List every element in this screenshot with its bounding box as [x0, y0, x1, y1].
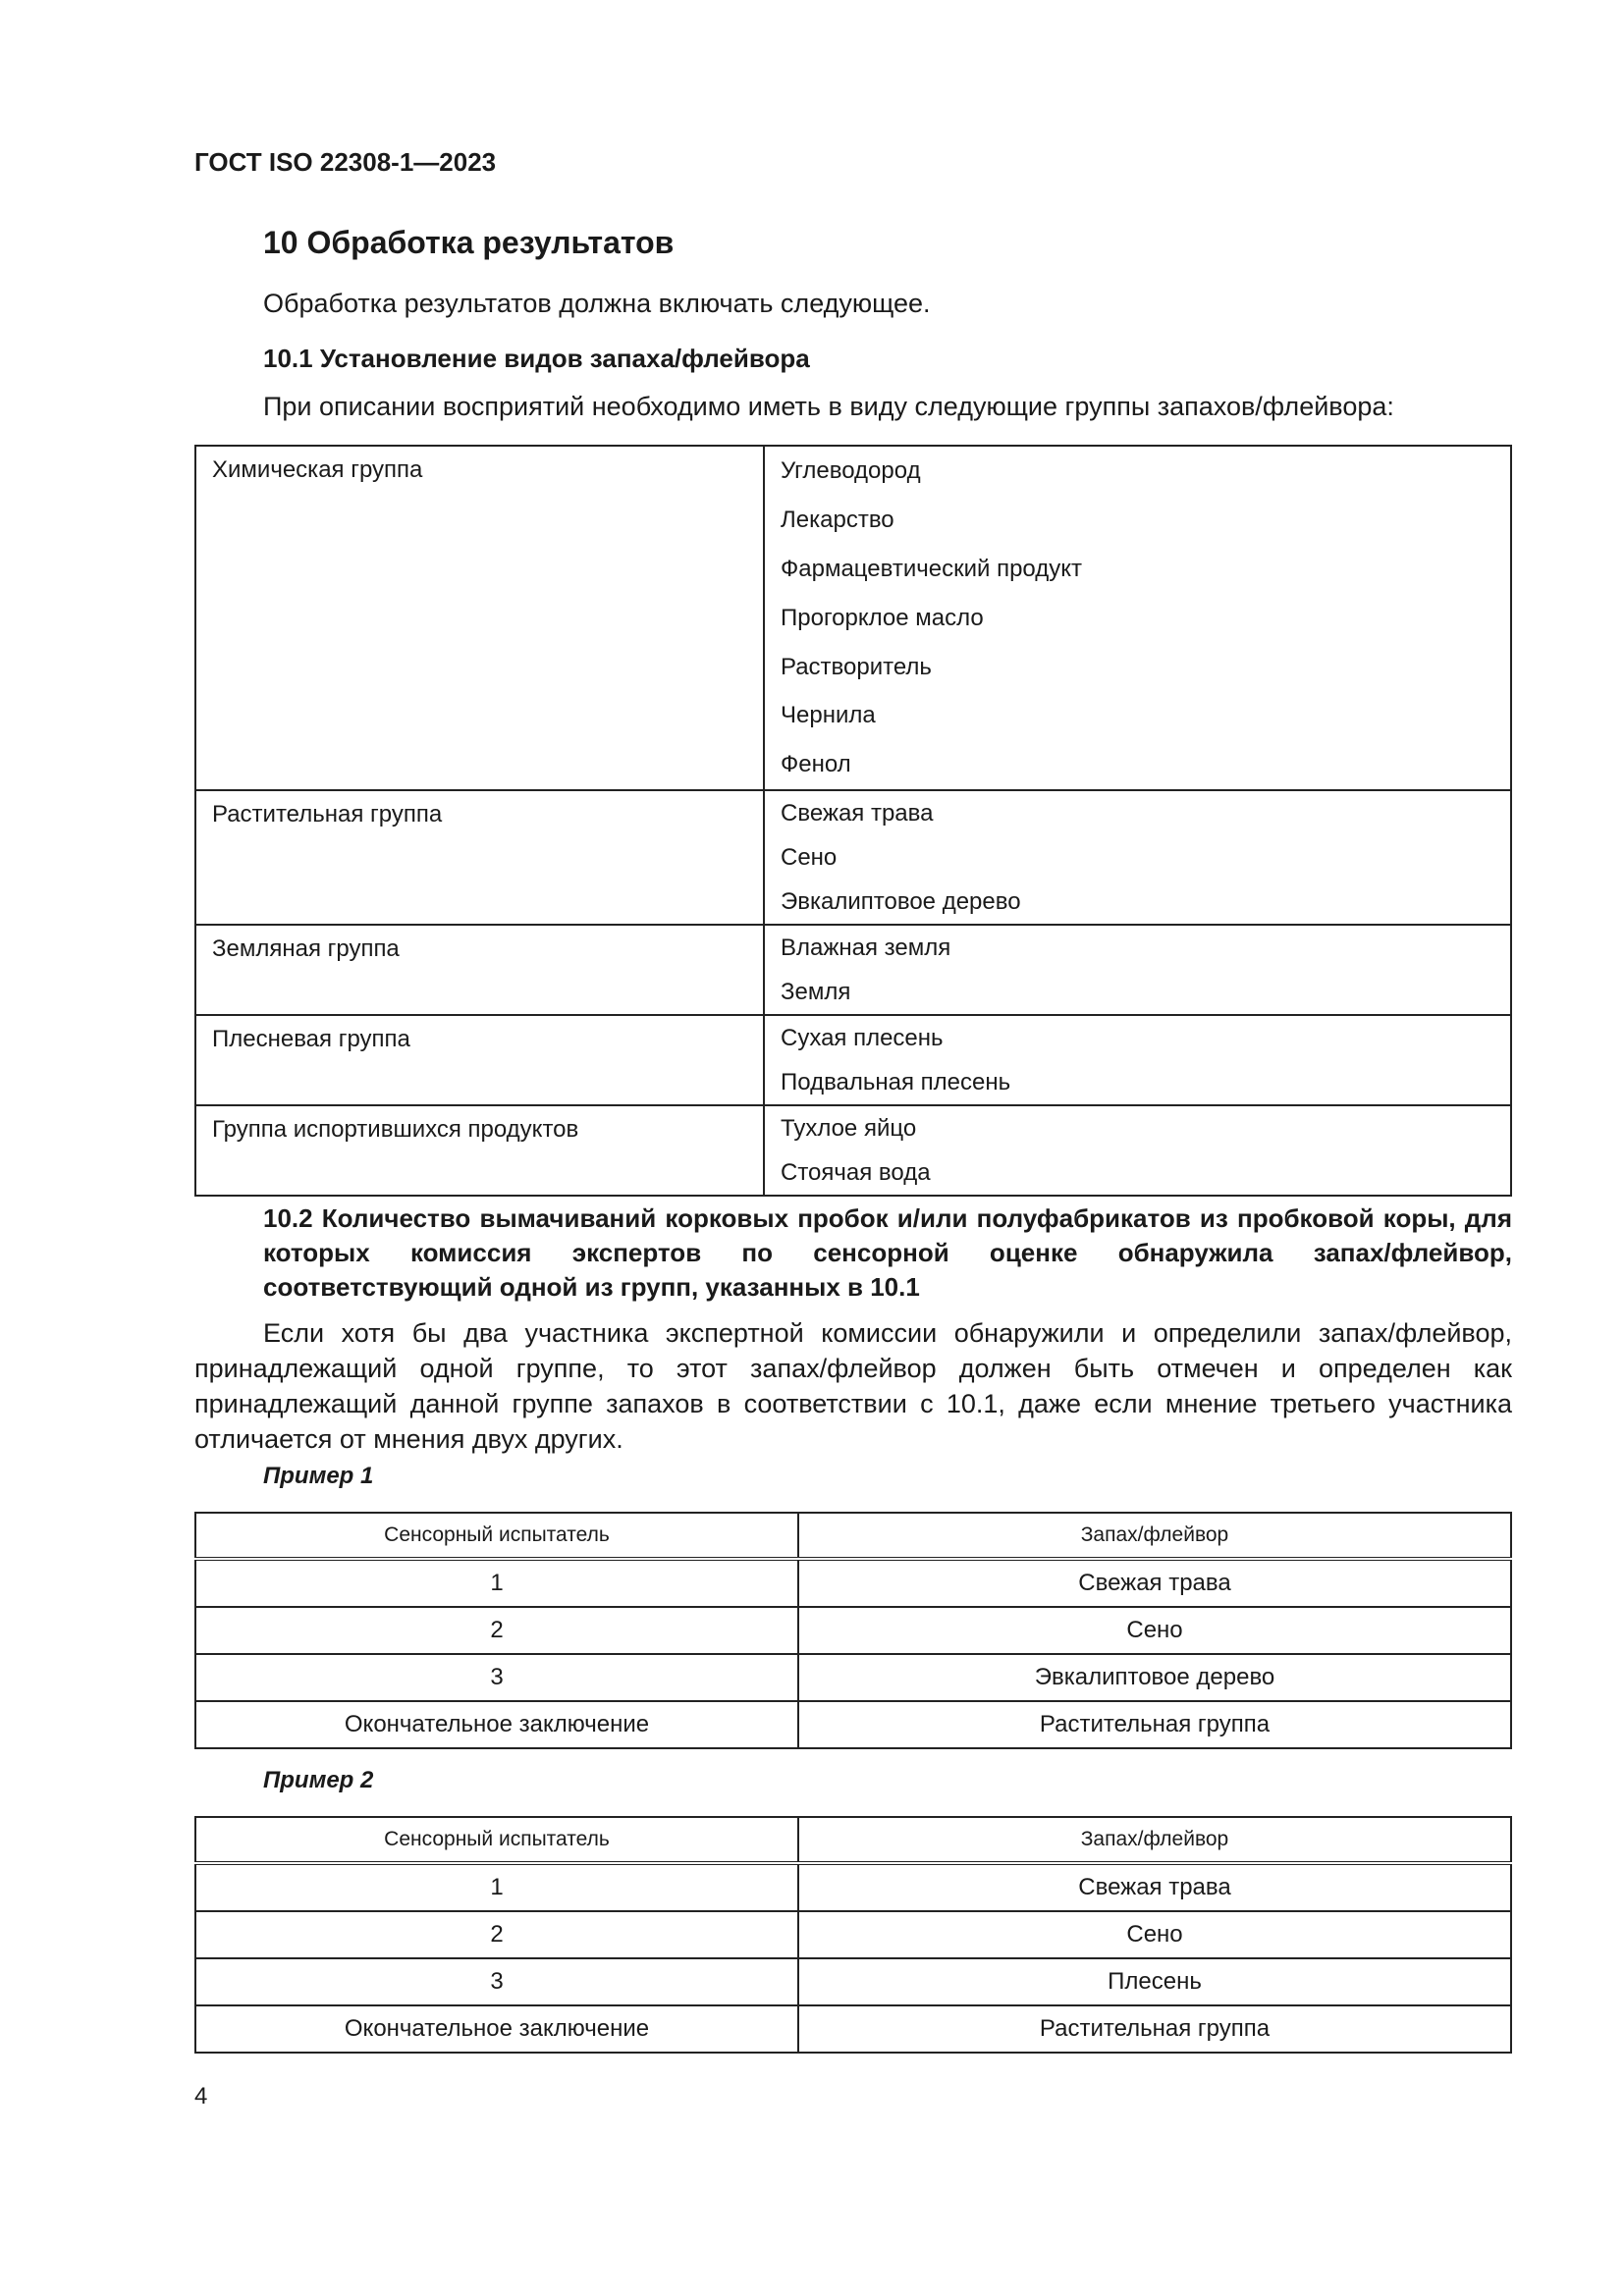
tester-cell: 3	[195, 1654, 798, 1701]
odor-cell: Сено	[798, 1607, 1511, 1654]
table-row	[195, 1654, 1511, 1701]
group-items-cell	[764, 790, 1511, 925]
group-name-cell: Химическая группа	[195, 446, 764, 790]
group-items-cell	[764, 1105, 1511, 1196]
odor-item: Земля	[781, 979, 851, 1006]
group-row	[195, 925, 1511, 1015]
tester-cell: 2	[195, 1911, 798, 1958]
conclusion-label-cell: Окончательное заключение	[195, 1701, 798, 1748]
tester-cell: 1	[195, 1863, 798, 1911]
conclusion-value-cell: Растительная группа	[798, 1701, 1511, 1748]
odor-item: Прогорклое масло	[781, 604, 984, 631]
standard-header: ГОСТ ISO 22308-1—2023	[194, 147, 497, 177]
group-row	[195, 446, 1511, 790]
table-row	[195, 2005, 1511, 2053]
tester-cell: 2	[195, 1607, 798, 1654]
group-row	[195, 790, 1511, 925]
odor-item: Чернила	[781, 702, 876, 729]
group-name-cell: Группа испортившихся продуктов	[195, 1105, 764, 1196]
group-row	[195, 1105, 1511, 1196]
odor-item: Сено	[781, 844, 838, 872]
odor-item: Стоячая вода	[781, 1159, 931, 1187]
column-header-odor: Запах/флейвор	[798, 1513, 1511, 1559]
example-2-table	[194, 1816, 1512, 2054]
conclusion-value-cell: Растительная группа	[798, 2005, 1511, 2053]
odor-cell: Эвкалиптовое дерево	[798, 1654, 1511, 1701]
odor-cell: Сено	[798, 1911, 1511, 1958]
section-title: 10 Обработка результатов	[263, 225, 675, 260]
table-row	[195, 1958, 1511, 2005]
odor-cell: Свежая трава	[798, 1863, 1511, 1911]
conclusion-label-cell: Окончательное заключение	[195, 2005, 798, 2053]
group-name-cell: Земляная группа	[195, 925, 764, 1015]
column-header-odor: Запах/флейвор	[798, 1817, 1511, 1863]
group-items-cell	[764, 1015, 1511, 1105]
odor-item: Подвальная плесень	[781, 1069, 1011, 1096]
odor-item: Углеводород	[781, 457, 921, 484]
group-name-cell: Растительная группа	[195, 790, 764, 925]
tester-cell: 3	[195, 1958, 798, 2005]
table-row	[195, 1911, 1511, 1958]
odor-item: Влажная земля	[781, 934, 951, 962]
table-row	[195, 1701, 1511, 1748]
example-2-label: Пример 2	[263, 1767, 374, 1793]
group-name-cell: Плесневая группа	[195, 1015, 764, 1105]
section-intro: Обработка результатов должна включать следующее.	[263, 289, 931, 318]
example-1-table	[194, 1512, 1512, 1749]
odor-item: Свежая трава	[781, 800, 934, 828]
column-header-tester: Сенсорный испытатель	[195, 1817, 798, 1863]
table-header-row	[195, 1817, 1511, 1863]
subsection-10-2-title: 10.2 Количество вымачиваний корковых пробок и/или полуфабрикатов из пробковой коры, для которых комиссия экспертов по сенсорной оценке обнаружила запах/флейвор, соответствующий одной из групп, указанных в 10.1	[263, 1203, 1512, 1302]
odor-item: Растворитель	[781, 653, 932, 680]
column-header-tester: Сенсорный испытатель	[195, 1513, 798, 1559]
odor-item: Лекарство	[781, 506, 894, 533]
subsection-10-1-title: 10.1 Установление видов запаха/флейвора	[263, 344, 810, 373]
tester-cell: 1	[195, 1559, 798, 1607]
odor-cell: Свежая трава	[798, 1559, 1511, 1607]
odor-cell: Плесень	[798, 1958, 1511, 2005]
example-1-label: Пример 1	[263, 1463, 374, 1489]
odor-item: Сухая плесень	[781, 1025, 944, 1052]
group-row	[195, 1015, 1511, 1105]
page-number: 4	[194, 2083, 208, 2109]
subsection-10-1-intro: При описании восприятий необходимо иметь в виду следующие группы запахов/флейвора:	[263, 392, 1394, 421]
group-items-cell	[764, 925, 1511, 1015]
odor-groups-table	[194, 445, 1512, 1197]
group-items-cell	[764, 446, 1511, 790]
odor-item: Тухлое яйцо	[781, 1115, 917, 1143]
odor-item: Фармацевтический продукт	[781, 555, 1082, 582]
odor-item: Фенол	[781, 751, 851, 778]
table-header-row	[195, 1513, 1511, 1559]
table-row	[195, 1607, 1511, 1654]
subsection-10-2-paragraph: Если хотя бы два участника экспертной комиссии обнаружили и определили запах/флейвор, принадлежащий одной группе, то этот запах/флейвор должен быть отмечен и определен как принадлежащий данной группе запахов в соответствии с 10.1, даже если мнение третьего участника отличается от мнения двух других.	[194, 1318, 1512, 1454]
odor-item: Эвкалиптовое дерево	[781, 888, 1021, 916]
table-row	[195, 1863, 1511, 1911]
table-row	[195, 1559, 1511, 1607]
